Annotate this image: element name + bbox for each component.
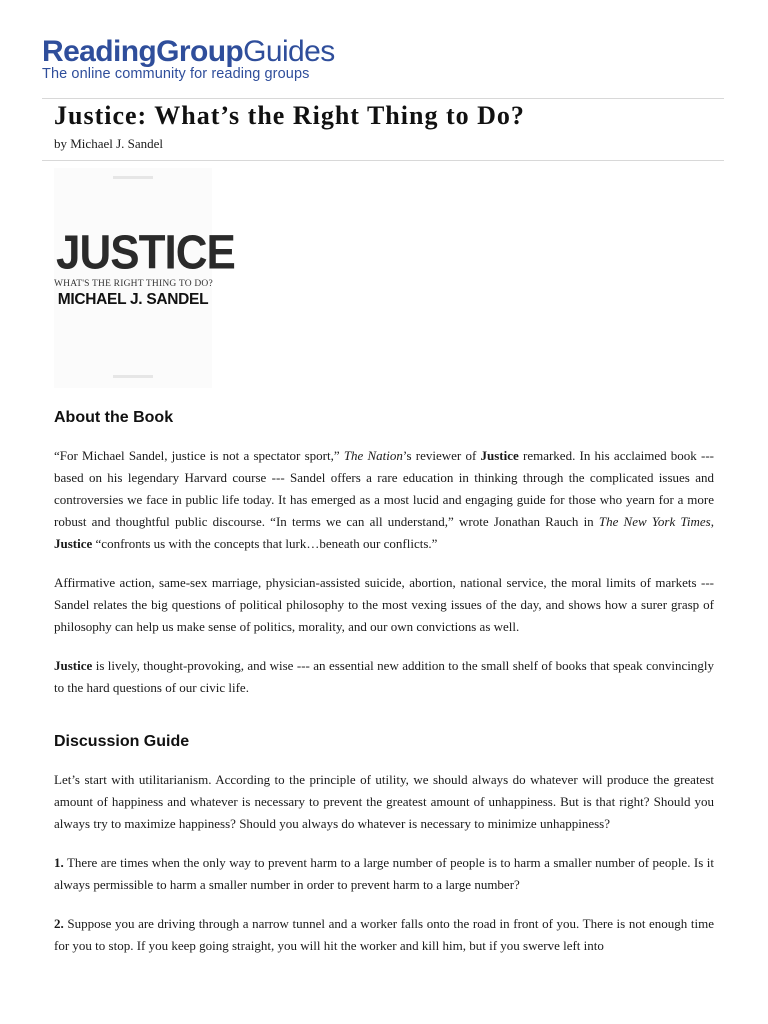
book-cover-image bbox=[54, 168, 235, 388]
title-divider bbox=[42, 160, 724, 161]
about-paragraph-1: “For Michael Sandel, justice is not a spectator sport,” The Nation’s reviewer of Justice remarked. In his acclaimed book --- based on his legendary Harvard course --- Sandel offers a rare education in thinking through the complicated issues and controversies we face in public life today. It has emerged as a most lucid and engaging guide for those who yearn for a more robust and thoughtful public discourse. “In terms we can all understand,” wrote Jonathan Rauch in The New York Times, Justice “confronts us with the concepts that lurk…beneath our conflicts.” bbox=[54, 448, 714, 551]
logo-wordmark: ReadingGroupGuides bbox=[42, 35, 335, 68]
question-1: 1. There are times when the only way to prevent harm to a large number of people is to harm a smaller number of people. Is it always permissible to harm a smaller number in order to prevent harm to a large number? bbox=[54, 855, 714, 892]
site-logo[interactable] bbox=[42, 36, 335, 82]
discussion-body bbox=[54, 769, 714, 957]
cover-title-word: JUSTICE bbox=[56, 225, 235, 280]
about-section bbox=[54, 409, 714, 427]
about-heading: About the Book bbox=[54, 409, 174, 426]
cover-subtitle: WHAT'S THE RIGHT THING TO DO? bbox=[54, 279, 213, 289]
discussion-intro: Let’s start with utilitarianism. According to the principle of utility, we should always do whatever will produce the greatest amount of happiness and whatever is necessary to prevent the greatest amount of unhappiness. But is that right? Should you always try to maximize happiness? Should you always do whatever is necessary to minimize unhappiness? bbox=[54, 772, 714, 831]
discussion-section bbox=[54, 733, 714, 751]
about-body bbox=[54, 445, 714, 699]
cover-bottom-mark bbox=[113, 375, 153, 378]
discussion-heading: Discussion Guide bbox=[54, 733, 190, 750]
book-byline: by Michael J. Sandel bbox=[54, 136, 164, 151]
question-2: 2. Suppose you are driving through a narrow tunnel and a worker falls onto the road in front of you. There is not enough time for you to stop. If you keep going straight, you will hit the worker and kill him, but if you swerve left into bbox=[54, 916, 714, 953]
about-paragraph-2: Affirmative action, same-sex marriage, physician-assisted suicide, abortion, national service, the moral limits of markets --- Sandel relates the big questions of political philosophy to the most vexing issues of the day, and shows how a surer grasp of philosophy can help us make sense of politics, morality, and our own convictions as well. bbox=[54, 575, 714, 634]
cover-author: MICHAEL J. SANDEL bbox=[57, 291, 209, 308]
book-title: Justice: What’s the Right Thing to Do? bbox=[54, 101, 525, 130]
cover-top-mark bbox=[113, 176, 153, 179]
header-divider bbox=[42, 98, 724, 99]
about-paragraph-3: Justice is lively, thought-provoking, and wise --- an essential new addition to the small shelf of books that speak convincingly to the hard questions of our civic life. bbox=[54, 658, 714, 695]
logo-tagline: The online community for reading groups bbox=[42, 66, 310, 82]
